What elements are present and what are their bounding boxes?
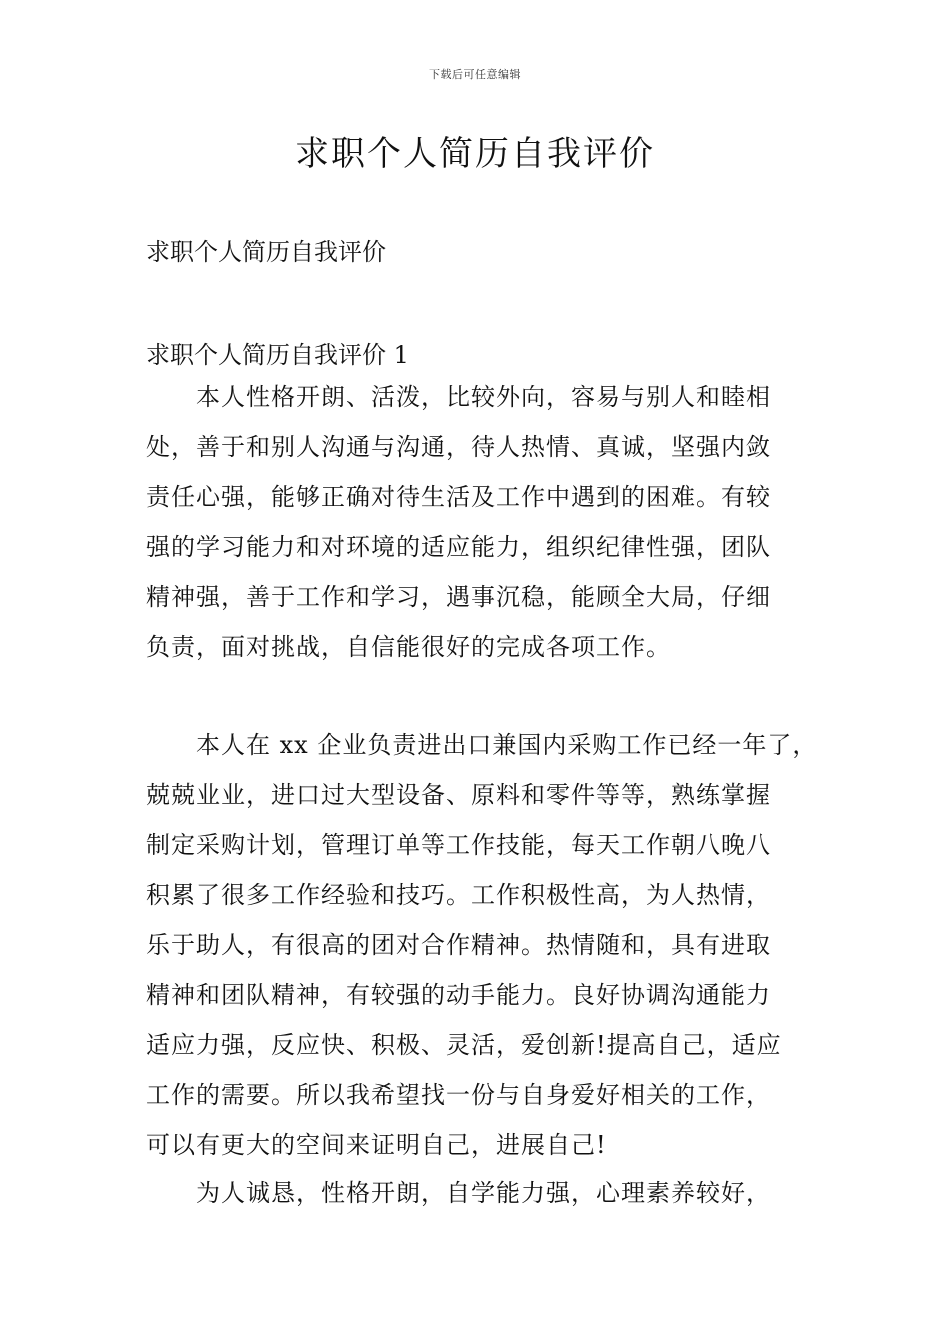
paragraph-line: 处，善于和别人沟通与沟通，待人热情、真诚，坚强内敛: [146, 433, 771, 461]
paragraph-line: 为人诚恳，性格开朗，自学能力强，心理素养较好，: [196, 1179, 771, 1207]
paragraph-3: [146, 1178, 846, 1228]
paragraph-line: 积累了很多工作经验和技巧。工作积极性高，为人热情，: [146, 881, 771, 909]
paragraph-1: [146, 382, 846, 682]
paragraph-line: 工作的需要。所以我希望找一份与自身爱好相关的工作，: [146, 1081, 771, 1109]
paragraph-line: 乐于助人，有很高的团对合作精神。热情随和，具有进取: [146, 931, 771, 959]
header-note: 下载后可任意编辑: [429, 68, 521, 81]
document-title: 求职个人简历自我评价: [295, 134, 655, 174]
paragraph-2: [146, 730, 846, 1180]
section-heading: 求职个人简历自我评价 1: [146, 341, 409, 369]
document-subtitle: 求职个人简历自我评价: [146, 238, 386, 266]
paragraph-line: 本人在 xx 企业负责进出口兼国内采购工作已经一年了，: [196, 731, 818, 759]
paragraph-line: 可以有更大的空间来证明自己，进展自己!: [146, 1131, 607, 1159]
paragraph-line: 强的学习能力和对环境的适应能力，组织纪律性强，团队: [146, 533, 771, 561]
paragraph-line: 负责，面对挑战，自信能很好的完成各项工作。: [146, 633, 671, 661]
paragraph-line: 精神强，善于工作和学习，遇事沉稳，能顾全大局，仔细: [146, 583, 771, 611]
paragraph-line: 制定采购计划，管理订单等工作技能，每天工作朝八晚八: [146, 831, 771, 859]
paragraph-line: 兢兢业业，进口过大型设备、原料和零件等等，熟练掌握: [146, 781, 771, 809]
paragraph-line: 适应力强，反应快、积极、灵活，爱创新!提高自己，适应: [146, 1031, 782, 1059]
paragraph-line: 本人性格开朗、活泼，比较外向，容易与别人和睦相: [196, 383, 771, 411]
paragraph-line: 精神和团队精神，有较强的动手能力。良好协调沟通能力: [146, 981, 771, 1009]
paragraph-line: 责任心强，能够正确对待生活及工作中遇到的困难。有较: [146, 483, 771, 511]
